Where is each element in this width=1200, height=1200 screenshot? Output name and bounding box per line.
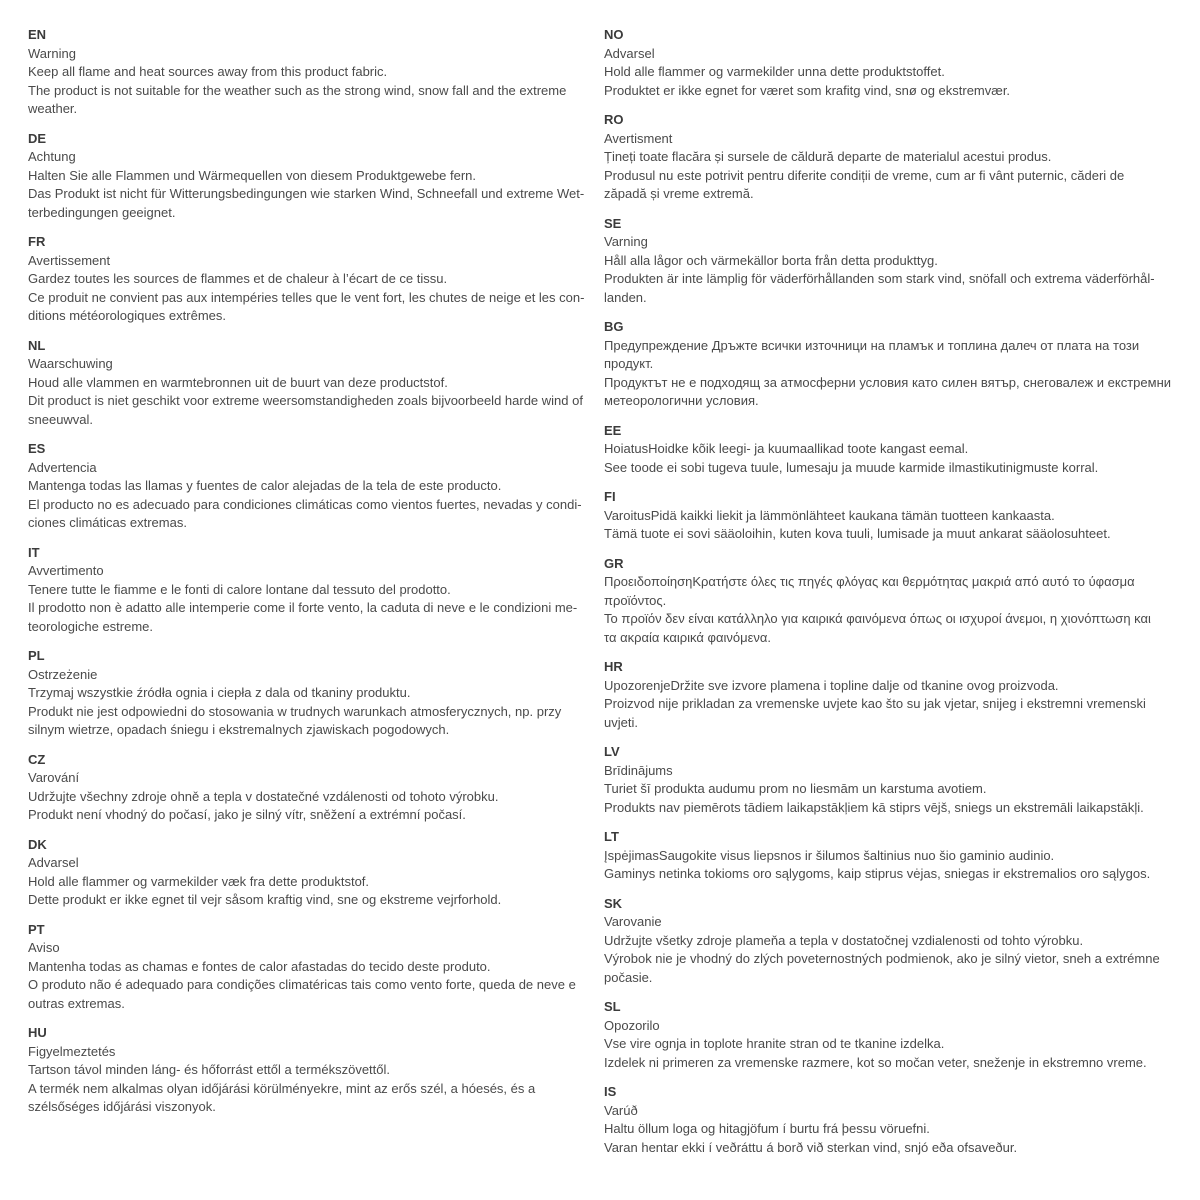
warning-text-line: Turiet šī produkta audumu prom no liesmām un karstuma avotiem. xyxy=(604,781,987,796)
language-code: RO xyxy=(604,112,624,127)
language-code: DK xyxy=(28,836,47,852)
language-code: IS xyxy=(604,1084,617,1099)
warning-text-line: počasie. xyxy=(604,969,653,985)
warning-text-line: Предупреждение Дръжте всички източници на пламък и топлина далеч от плата на този xyxy=(604,337,1140,353)
warning-text-line: Figyelmeztetés xyxy=(28,1043,116,1059)
lang-section-cz xyxy=(28,751,590,825)
lang-section-de xyxy=(28,130,590,223)
warning-text-line: Das Produkt ist nicht für Witterungsbedingungen wie starken Wind, Schneefall und extreme Wet- xyxy=(28,186,585,201)
lang-section-hu xyxy=(28,1024,590,1117)
language-code: SL xyxy=(604,999,621,1014)
warning-text-line: zăpadă și vreme extremă. xyxy=(604,186,754,201)
warning-text-line: Produkts nav piemērots tādiem laikapstākļiem kā stiprs vējš, sniegs un ekstremāli laikapstākļi. xyxy=(604,799,1144,815)
language-code: FR xyxy=(28,234,46,249)
warning-text-line: Avertissement xyxy=(28,252,111,268)
warning-text-line: Warning xyxy=(28,45,76,61)
warning-text-line: Hold alle flammer og varmekilder væk fra dette produktstof. xyxy=(28,873,370,889)
language-code: SK xyxy=(604,895,623,911)
warning-text-line: sneeuwval. xyxy=(28,411,94,427)
warning-text-line: Vse vire ognja in toplote hranite stran od te tkanine izdelka. xyxy=(604,1036,945,1051)
warning-text-line: silnym wietrze, opadach śniegu i ekstremalnych zjawiskach pogodowych. xyxy=(28,722,450,737)
warning-text-line: Το προϊόν δεν είναι κατάλληλο για καιρικά φαινόμενα όπως οι ισχυροί άνεμοι, η χιονόπτωση και xyxy=(604,611,1151,626)
lang-section-gr xyxy=(604,555,1172,648)
warning-text-line: A termék nem alkalmas olyan időjárási körülményekre, mint az erős szél, a hóesés, és a xyxy=(28,1080,536,1096)
warning-text-line: Keep all flame and heat sources away from this product fabric. xyxy=(28,64,388,79)
language-code: LV xyxy=(604,744,620,759)
lang-section-pl xyxy=(28,647,590,740)
warning-text-line: Varování xyxy=(28,770,80,785)
warning-text-line: szélsőséges időjárási viszonyok. xyxy=(28,1099,216,1114)
lang-section-hr xyxy=(604,658,1172,732)
warning-text-line: τα ακραία καιρικά φαινόμενα. xyxy=(604,629,771,645)
lang-section-it xyxy=(28,544,590,637)
warning-text-line: Produktet er ikke egnet for været som krafitg vind, snø og ekstremvær. xyxy=(604,82,1011,98)
warning-text-line: Varning xyxy=(604,234,648,249)
warning-text-line: VaroitusPidä kaikki liekit ja lämmönlähteet kaukana tämän tuotteen kankaasta. xyxy=(604,507,1055,523)
left-column xyxy=(28,26,590,1200)
warning-text-line: Varovanie xyxy=(604,914,662,929)
warning-text-line: Avertisment xyxy=(604,130,673,146)
lang-section-dk xyxy=(28,836,590,910)
warning-text-line: Produkt není vhodný do počasí, jako je silný vítr, sněžení a extrémní počasí. xyxy=(28,807,466,822)
warning-text-line: метеорологични условия. xyxy=(604,393,759,408)
warning-text-line: Brīdinājums xyxy=(604,762,673,778)
warning-text-line: Advarsel xyxy=(604,45,655,61)
warning-text-line: Advertencia xyxy=(28,459,97,475)
lang-section-ro xyxy=(604,111,1172,204)
warning-text-line: Achtung xyxy=(28,149,76,164)
warning-text-line: Varúð xyxy=(604,1102,638,1118)
lang-section-nl xyxy=(28,337,590,430)
language-code: BG xyxy=(604,319,624,334)
warning-text-line: Aviso xyxy=(28,940,60,955)
warning-text-line: Trzymaj wszystkie źródła ognia i ciepła z dala od tkaniny produktu. xyxy=(28,685,411,700)
lang-section-no xyxy=(604,26,1172,100)
lang-section-se xyxy=(604,215,1172,308)
language-code: FI xyxy=(604,489,616,504)
language-code: IT xyxy=(28,544,40,560)
warning-text-line: outras extremas. xyxy=(28,995,125,1011)
warning-text-line: ΠροειδοποίησηΚρατήστε όλες τις πηγές φλόγας και θερμότητας μακριά από αυτό το ύφασμα xyxy=(604,574,1135,589)
warning-text-line: Výrobok nie je vhodný do zlých poveternostných podmienok, ako je silný vietor, sneh a extrémne xyxy=(604,951,1160,966)
warning-text-line: Produkten är inte lämplig för väderförhållanden som stark vind, snöfall och extrema väderförhål- xyxy=(604,271,1155,286)
warning-text-line: Продуктът не е подходящ за атмосферни условия като силен вятър, снеговалеж и екстремни xyxy=(604,374,1172,390)
warning-text-line: UpozorenjeDržite sve izvore plamena i topline dalje od tkanine ovog proizvoda. xyxy=(604,677,1059,693)
warning-text-line: teorologiche estreme. xyxy=(28,618,154,634)
warning-text-line: ĮspėjimasSaugokite visus liepsnos ir šilumos šaltinius nuo šio gaminio audinio. xyxy=(604,847,1055,863)
warning-text-line: Mantenha todas as chamas e fontes de calor afastadas do tecido deste produto. xyxy=(28,958,491,974)
warning-text-line: Håll alla lågor och värmekällor borta från detta produkttyg. xyxy=(604,252,938,268)
warning-text-line: El producto no es adecuado para condiciones climáticas como vientos fuertes, nevadas y condi- xyxy=(28,496,582,512)
warning-text-line: landen. xyxy=(604,289,647,305)
warning-text-line: Udržujte všechny zdroje ohně a tepla v dostatečné vzdálenosti od tohoto výrobku. xyxy=(28,788,499,804)
warning-text-line: Varan hentar ekki í veðráttu á borð við sterkan vind, snjó eða ofsaveður. xyxy=(604,1139,1018,1155)
language-code: HU xyxy=(28,1025,47,1040)
warning-text-line: ditions météorologiques extrêmes. xyxy=(28,308,226,323)
warning-text-line: Tenere tutte le fiamme e le fonti di calore lontane dal tessuto del prodotto. xyxy=(28,581,451,597)
warning-text-line: Advarsel xyxy=(28,855,79,870)
warning-text-line: Avvertimento xyxy=(28,563,104,578)
warning-text-line: Dit product is niet geschikt voor extreme weersomstandigheden zoals bijvoorbeeld harde wind of xyxy=(28,393,583,408)
language-code: SE xyxy=(604,215,622,231)
language-code: PL xyxy=(28,648,45,663)
warning-text-line: Mantenga todas las llamas y fuentes de calor alejadas de la tela de este producto. xyxy=(28,478,502,493)
warning-text-line: Gaminys netinka tokioms oro sąlygoms, kaip stiprus vėjas, sniegas ir ekstremalios oro sąlygos. xyxy=(604,866,1151,881)
warning-text-line: Gardez toutes les sources de flammes et de chaleur à l’écart de ce tissu. xyxy=(28,271,448,286)
lang-section-sl xyxy=(604,998,1172,1072)
warning-text-line: Țineți toate flacăra și sursele de căldură departe de materialul acestui produs. xyxy=(604,149,1052,164)
warning-text-line: Proizvod nije prikladan za vremenske uvjete kao što su jak vjetar, snijeg i ekstremni vremenski xyxy=(604,696,1146,711)
lang-section-lt xyxy=(604,828,1172,884)
warning-text-line: Udržujte všetky zdroje plameňa a tepla v dostatočnej vzdialenosti od tohto výrobku. xyxy=(604,932,1084,948)
language-code: HR xyxy=(604,659,623,674)
right-column xyxy=(604,26,1172,1200)
lang-section-es xyxy=(28,440,590,533)
warning-text-line: Haltu öllum loga og hitagjöfum í burtu frá þessu vöruefni. xyxy=(604,1121,930,1136)
lang-section-en xyxy=(28,26,590,119)
warning-text-line: weather. xyxy=(28,101,78,116)
lang-section-fi xyxy=(604,488,1172,544)
warning-text-line: The product is not suitable for the weather such as the strong wind, snow fall and the extreme xyxy=(28,82,567,98)
warning-text-line: Produkt nie jest odpowiedni do stosowania w trudnych warunkach atmosferycznych, np. przy xyxy=(28,703,562,719)
language-code: PT xyxy=(28,921,45,937)
warning-text-line: Ce produit ne convient pas aux intempéries telles que le vent fort, les chutes de neige et les con- xyxy=(28,289,585,305)
warning-text-line: HoiatusHoidke kõik leegi- ja kuumaallikad toote kangast eemal. xyxy=(604,441,969,456)
warning-text-line: Il prodotto non è adatto alle intemperie come il forte vento, la caduta di neve e le condizioni me- xyxy=(28,600,578,615)
language-code: NL xyxy=(28,337,46,353)
lang-section-fr xyxy=(28,233,590,326)
lang-section-sk xyxy=(604,895,1172,988)
warning-text-line: Opozorilo xyxy=(604,1017,660,1033)
language-code: NO xyxy=(604,27,624,42)
warning-text-line: продукт. xyxy=(604,356,654,371)
warning-text-line: See toode ei sobi tugeva tuule, lumesaju ja muude karmide ilmastikutinigmuste korral. xyxy=(604,459,1099,475)
language-code: DE xyxy=(28,130,47,146)
warning-text-line: Produsul nu este potrivit pentru diferite condiții de vreme, cum ar fi vânt puternic, căderi de xyxy=(604,167,1125,183)
warning-text-line: Waarschuwing xyxy=(28,356,113,371)
lang-section-is xyxy=(604,1083,1172,1157)
language-code: CZ xyxy=(28,751,46,767)
lang-section-pt xyxy=(28,921,590,1014)
language-code: ES xyxy=(28,441,46,456)
warning-text-line: Ostrzeżenie xyxy=(28,666,98,682)
lang-section-lv xyxy=(604,743,1172,817)
warning-text-line: ciones climáticas extremas. xyxy=(28,515,187,530)
language-code: LT xyxy=(604,829,619,844)
warning-text-line: Hold alle flammer og varmekilder unna dette produktstoffet. xyxy=(604,64,945,79)
lang-section-bg xyxy=(604,318,1172,411)
language-code: EN xyxy=(28,27,47,42)
warning-text-line: uvjeti. xyxy=(604,714,638,730)
warning-text-line: Tartson távol minden láng- és hőforrást ettől a termékszövettől. xyxy=(28,1062,391,1077)
warning-text-line: Houd alle vlammen en warmtebronnen uit de buurt van deze productstof. xyxy=(28,374,448,390)
language-code: EE xyxy=(604,422,622,438)
language-code: GR xyxy=(604,555,624,571)
warning-text-line: προϊόντος. xyxy=(604,592,667,608)
lang-section-ee xyxy=(604,422,1172,478)
warning-text-line: Izdelek ni primeren za vremenske razmere, kot so močan veter, sneženje in ekstremno vreme. xyxy=(604,1054,1147,1070)
warning-text-line: O produto não é adequado para condições climatéricas tais como vento forte, queda de neve e xyxy=(28,977,576,992)
warning-text-line: Tämä tuote ei sovi sääoloihin, kuten kova tuuli, lumisade ja muut ankarat sääolosuhteet. xyxy=(604,526,1111,541)
warning-text-line: Dette produkt er ikke egnet til vejr såsom kraftig vind, sne og ekstreme vejrforhold. xyxy=(28,892,502,907)
warning-text-line: terbedingungen geeignet. xyxy=(28,204,176,220)
warning-text-line: Halten Sie alle Flammen und Wärmequellen von diesem Produktgewebe fern. xyxy=(28,167,477,183)
